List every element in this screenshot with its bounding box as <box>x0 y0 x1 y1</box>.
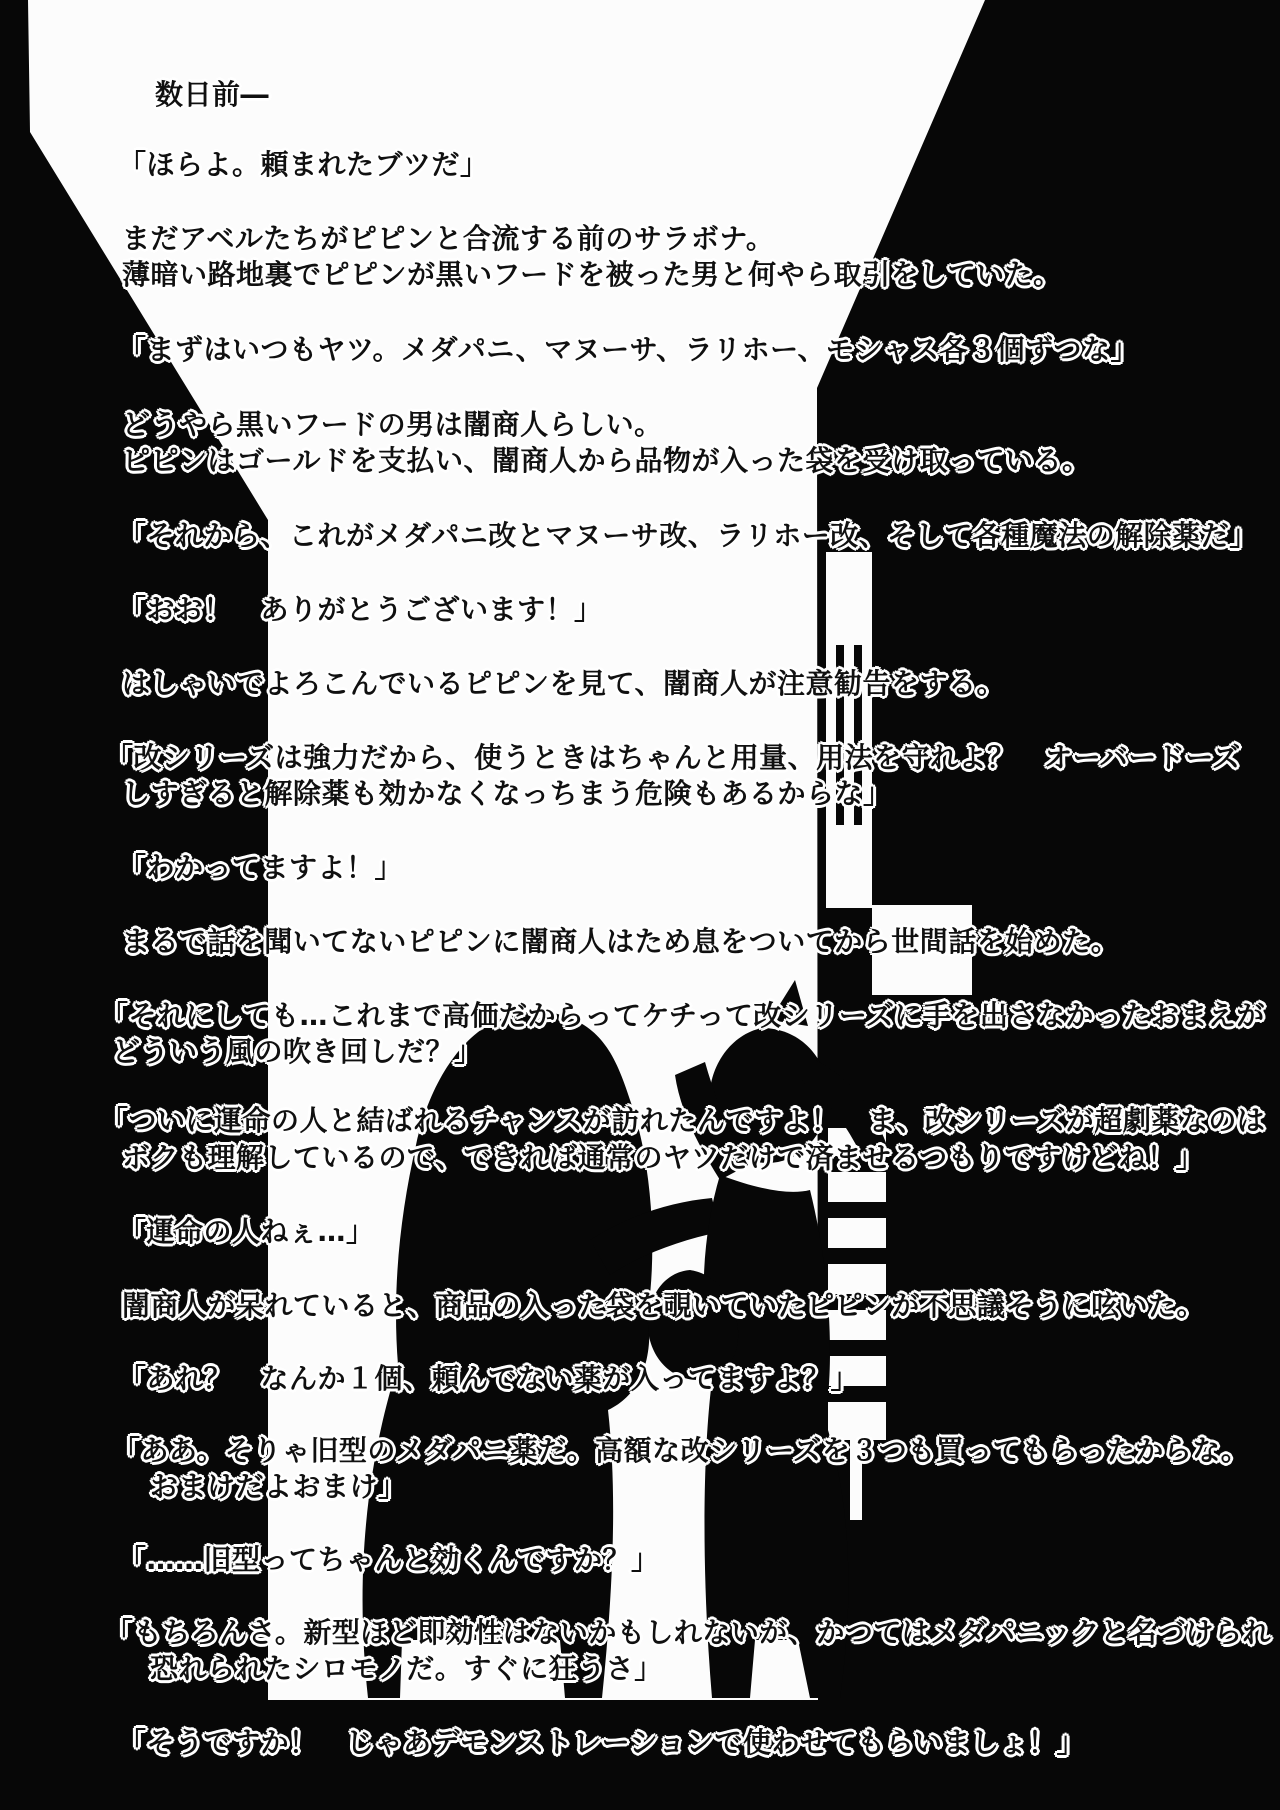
text-line: 「運命の人ねぇ…」 <box>118 1215 375 1248</box>
text-line: 「わかってますよ！」 <box>118 851 404 884</box>
text-line: はしゃいでよろこんでいるピピンを見て、闇商人が注意勧告をする。 <box>122 667 1005 700</box>
text-line: 「おお！ ありがとうございます！」 <box>118 593 603 626</box>
text-line: まだアベルたちがピピンと合流する前のサラボナ。 <box>122 222 775 255</box>
text-line: 「それにしても…これまで高価だからってケチって改シリーズに手を出さなかったおまえが <box>100 999 1265 1032</box>
text-line: 「ついに運命の人と結ばれるチャンスが訪れたんですよ！ ま、改シリーズが超劇薬なのは <box>100 1104 1266 1137</box>
text-line: 「ほらよ。頼まれたブツだ」 <box>118 148 489 181</box>
text-line: ボクも理解しているので、できれば通常のヤツだけで済ませるつもりですけどね！」 <box>122 1141 1205 1174</box>
text-line: どうやら黒いフードの男は闇商人らしい。 <box>122 408 663 441</box>
text-line: ピピンはゴールドを支払い、闇商人から品物が入った袋を受け取っている。 <box>122 444 1091 477</box>
text-line: 「もちろんさ。新型ほど即効性はないかもしれないが、かつてはメダパニックと名づけられ <box>105 1616 1271 1649</box>
text-line: 「まずはいつもヤツ。メダパニ、マヌーサ、ラリホー、モシャス各３個ずつな」 <box>118 333 1139 366</box>
text-line: どういう風の吹き回しだ？」 <box>112 1035 483 1068</box>
text-line: おまけだよおまけ」 <box>150 1470 407 1503</box>
text-line: しすぎると解除薬も効かなくなっちまう危険もあるからな」 <box>122 777 892 810</box>
text-line: 「それから、これがメダパニ改とマヌーサ改、ラリホー改、そして各種魔法の解除薬だ」 <box>118 519 1258 552</box>
text-line: 「そうですか！ じゃあデモンストレーションで使わせてもらいましょ！」 <box>118 1726 1086 1759</box>
text-line: 「ああ。そりゃ旧型のメダパニ薬だ。高額な改シリーズを３つも買ってもらったからな。 <box>112 1434 1250 1467</box>
text-line: 恐れられたシロモノだ。すぐに狂うさ」 <box>150 1652 663 1685</box>
text-line: まるで話を聞いてないピピンに闇商人はため息をついてから世間話を始めた。 <box>122 925 1120 958</box>
text-line: 数日前― <box>155 78 270 111</box>
text-line: 「改シリーズは強力だから、使うときはちゃんと用量、用法を守れよ？ オーバードーズ <box>105 741 1241 774</box>
text-line: 「……旧型ってちゃんと効くんですか？」 <box>118 1543 660 1576</box>
text-line: 闇商人が呆れていると、商品の入った袋を覗いていたピピンが不思議そうに呟いた。 <box>122 1289 1206 1322</box>
text-line: 「あれ？ なんか１個、頼んでない薬が入ってますよ？」 <box>118 1362 860 1395</box>
text-line: 薄暗い路地裏でピピンが黒いフードを被った男と何やら取引をしていた。 <box>122 258 1062 291</box>
